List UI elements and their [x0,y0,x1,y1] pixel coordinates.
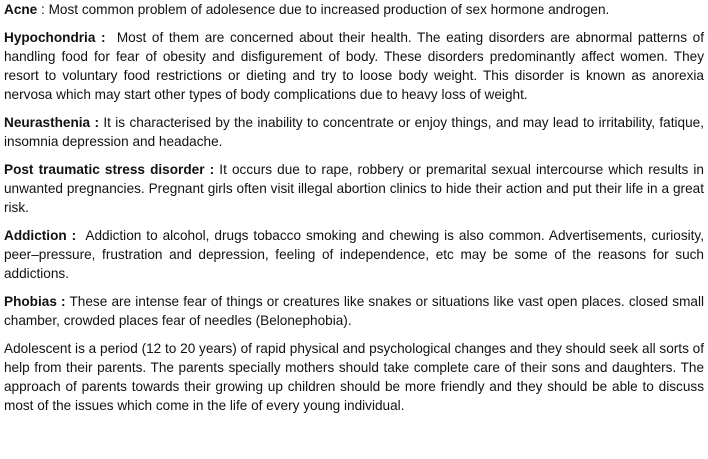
closing-paragraph: Adolescent is a period (12 to 20 years) of rapid physical and psychological changes and they should seek all sorts of help from their parents. The parents specially mothers should take complete care of their sons and daughters. The approach of parents towards their growing up children should be more friendly and they should be able to discuss most of the issues which come in the life of every young individual. [4,341,704,413]
term-separator: : [37,2,49,17]
term-separator [76,228,85,243]
section-ptsd-text: It occurs due to rape, robbery or premarital sexual intercourse which results in unwanted pregnancies. Pregnant girls often visit illegal abortion clinics to hide their action and put their life in a great risk. [4,162,704,215]
term-hypochondria: Hypochondria : [4,30,106,45]
term-phobias: Phobias : [4,294,66,309]
section-addiction-text: Addiction to alcohol, drugs tobacco smoking and chewing is also common. Advertisements, curiosity, peer–pressure, frustration and depression, feeling of independence, etc may be some of the reasons for such addictions. [4,228,704,281]
section-acne-text: Most common problem of adolesence due to increased production of sex hormone androgen. [48,2,610,17]
section-neurasthenia [4,113,704,151]
section-phobias [4,292,704,330]
section-addiction [4,226,704,283]
term-addiction: Addiction : [4,228,77,243]
term-neurasthenia: Neurasthenia : [4,115,100,130]
section-phobias-text: These are intense fear of things or creatures like snakes or situations like vast open places. closed small chamber, crowded places fear of needles (Belonephobia). [4,294,704,328]
term-ptsd: Post traumatic stress disorder : [4,162,215,177]
term-acne: Acne [4,2,38,17]
section-acne [4,0,704,19]
section-ptsd [4,160,704,217]
section-neurasthenia-text: It is characterised by the inability to concentrate or enjoy things, and may lead to irritability, fatique, insomnia depression and headache. [4,115,704,149]
section-hypochondria-text: Most of them are concerned about their health. The eating disorders are abnormal patterns of handling food for fear of obesity and disfigurement of body. These disorders predominantly affect women. They resort to voluntary food restrictions or dieting and try to loose body weight. This disorder is known as anorexia nervosa which may start other types of body complications due to heavy loss of weight. [4,30,704,102]
term-separator [106,30,117,45]
section-hypochondria [4,28,704,104]
